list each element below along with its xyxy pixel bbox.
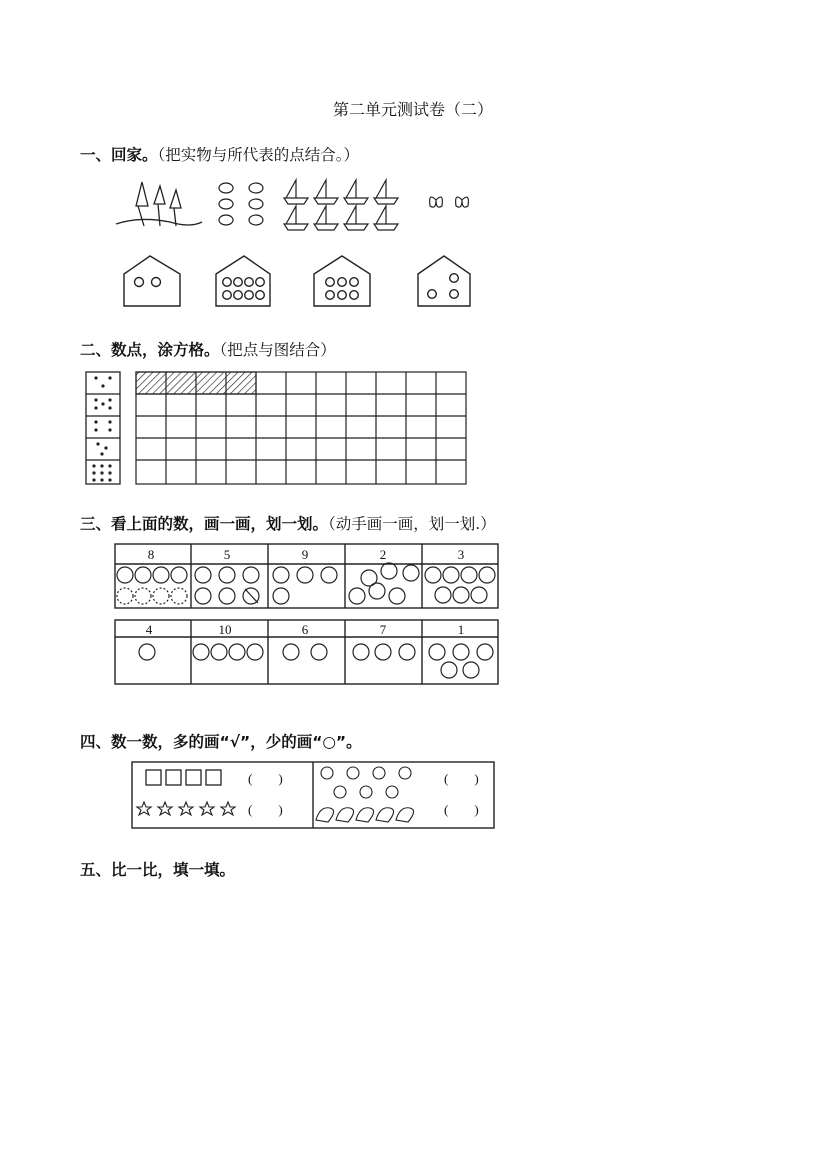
stars-icon (137, 802, 235, 815)
answer-blank-pears[interactable]: ( ) (444, 802, 479, 817)
sailboats-icon (284, 180, 398, 230)
row2-number-2: 10 (218, 622, 232, 637)
pears-icon (316, 808, 414, 822)
section-2-grid-figure (84, 370, 470, 488)
coloring-grid (136, 372, 466, 484)
apples-icon (321, 767, 411, 798)
row1-number-1: 8 (147, 547, 155, 562)
section-1-heading (80, 143, 359, 165)
section-1-title: 一、回家。 (80, 146, 158, 164)
house-2-dots (124, 256, 180, 306)
bamboo-shoots-icon (116, 182, 202, 226)
section-3-heading (80, 512, 496, 534)
section-2-heading (80, 338, 336, 360)
row1-number-5: 3 (457, 547, 465, 562)
section-5-heading (80, 858, 235, 880)
answer-blank-squares[interactable]: ( ) (248, 771, 283, 786)
house-8-dots (216, 256, 270, 306)
row2-number-4: 7 (379, 622, 387, 637)
section-3-tables (113, 542, 501, 688)
section-2-note: （把点与图结合） (219, 341, 336, 359)
section-4-title: 四、数一数，多的画“√”，少的画“○”。 (80, 733, 362, 751)
section-2-title: 二、数点，涂方格。 (80, 341, 220, 359)
section-1-illustration (110, 176, 490, 311)
section-1-note: （把实物与所代表的点结合。） (157, 146, 360, 164)
butterflies-icon (430, 197, 469, 207)
house-6-dots (314, 256, 370, 306)
row2-number-3: 6 (301, 622, 309, 637)
answer-blank-stars[interactable]: ( ) (248, 802, 283, 817)
section-3-title: 三、看上面的数，画一画，划一划。 (80, 515, 329, 533)
row2-number-1: 4 (145, 622, 153, 637)
page-title: 第二单元测试卷（二） (332, 100, 493, 119)
section-3-note: （动手画一画，划一划.） (328, 515, 496, 533)
section-4-heading (80, 730, 362, 752)
row1-number-4: 2 (379, 547, 387, 562)
row1-number-2: 5 (223, 547, 231, 562)
row2-number-5: 1 (457, 622, 465, 637)
squares-icon (146, 770, 221, 785)
bees-icon (219, 183, 263, 225)
domino-dots (92, 376, 111, 481)
row1-number-3: 9 (301, 547, 309, 562)
house-3-dots (418, 256, 470, 306)
section-4-figure (130, 760, 498, 832)
answer-blank-apples[interactable]: ( ) (444, 771, 479, 786)
section-5-title: 五、比一比，填一填。 (80, 861, 236, 879)
